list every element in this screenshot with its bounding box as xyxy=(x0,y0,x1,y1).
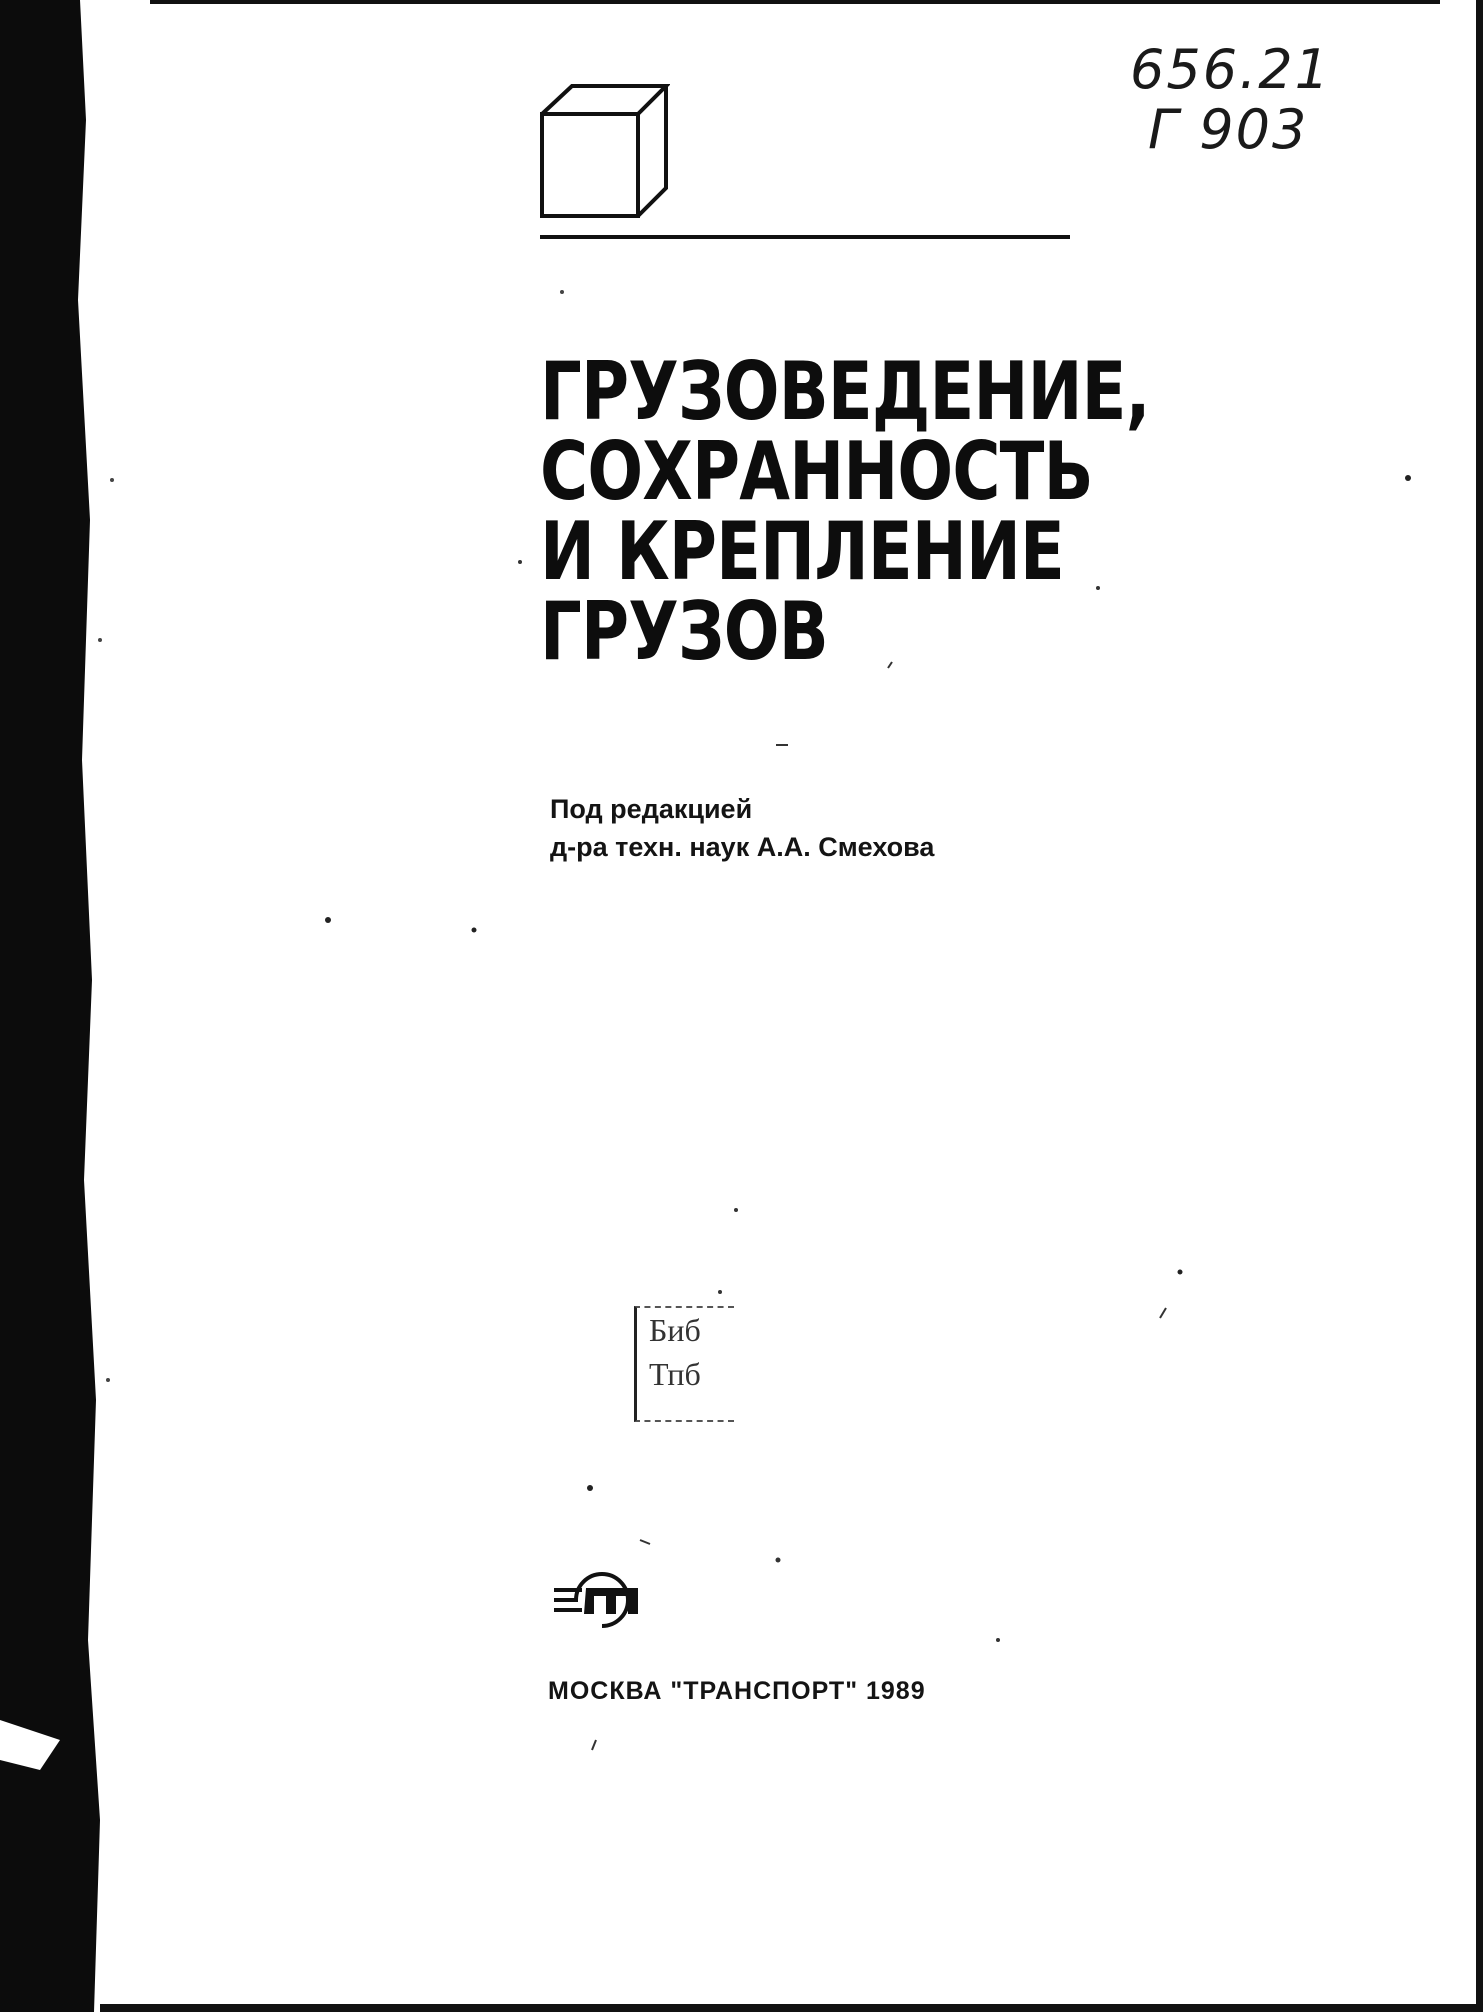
editor-credit-line-2: д-ра техн. наук А.А. Смехова xyxy=(550,832,935,862)
library-stamp-line-2: Тпб xyxy=(649,1356,701,1392)
scan-bottom-edge xyxy=(100,2004,1483,2012)
publisher-logo-icon xyxy=(552,1568,648,1632)
call-number-class: 656.21 xyxy=(1130,38,1331,101)
call-number-author-mark: Г 903 xyxy=(1148,98,1309,161)
book-title xyxy=(540,345,1150,678)
scanned-spine-shadow xyxy=(0,0,110,2012)
editor-credit xyxy=(550,790,1110,866)
book-title-line-1: ГРУЗОВЕДЕНИЕ, xyxy=(540,345,1150,438)
library-stamp xyxy=(634,1306,734,1422)
library-stamp-line-1: Биб xyxy=(649,1312,701,1348)
series-cube-icon xyxy=(538,82,670,222)
library-call-number xyxy=(1130,40,1370,160)
publisher-imprint: МОСКВА "ТРАНСПОРТ" 1989 xyxy=(548,1677,926,1705)
scan-right-edge xyxy=(1476,0,1483,2012)
header-rule xyxy=(540,235,1070,239)
book-title-line-2: СОХРАННОСТЬ xyxy=(540,425,1093,518)
book-title-line-4: ГРУЗОВ xyxy=(540,585,828,678)
book-title-line-3: И КРЕПЛЕНИЕ xyxy=(540,505,1065,598)
scan-top-edge xyxy=(150,0,1440,4)
editor-credit-line-1: Под редакцией xyxy=(550,794,753,824)
